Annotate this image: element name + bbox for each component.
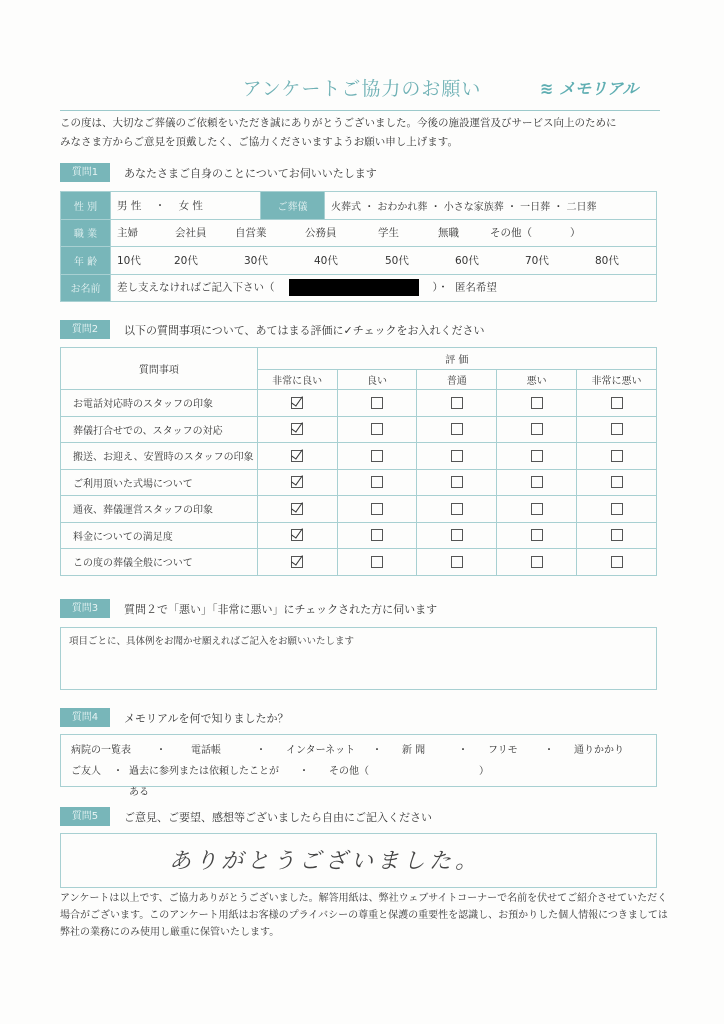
question-item: 搬送、お迎え、安置時のスタッフの印象	[61, 443, 258, 470]
rating-header: 評 価	[257, 348, 656, 370]
rating-checkbox[interactable]	[371, 476, 383, 488]
table-row	[61, 390, 657, 417]
rating-checkbox[interactable]	[371, 397, 383, 409]
page-title: アンケートご協力のお願い	[242, 78, 482, 100]
rating-col-header: 普通	[417, 370, 497, 390]
q1-label: 質問1	[60, 163, 110, 182]
funeral-type-label: ご葬儀	[261, 192, 325, 220]
age-options[interactable]: 10代 20代 30代 40代 50代 60代 70代 80代	[111, 247, 657, 275]
rating-checkbox[interactable]	[451, 529, 463, 541]
rating-checkbox[interactable]	[371, 423, 383, 435]
q3-hint: 項目ごとに、具体例をお聞かせ願えればご記入をお願いいたします	[69, 636, 355, 647]
rating-checkbox[interactable]	[451, 503, 463, 515]
rating-col-header: 良い	[337, 370, 417, 390]
rating-checkbox[interactable]	[451, 397, 463, 409]
age-label: 年 齢	[61, 247, 111, 275]
table-row	[61, 496, 657, 523]
rating-checkbox[interactable]	[611, 397, 623, 409]
gender-label: 性 別	[61, 192, 111, 220]
q5-label: 質問5	[60, 807, 110, 826]
rating-checkbox[interactable]	[291, 556, 303, 568]
q5-answer-box[interactable]	[60, 833, 657, 888]
q3-text: 質問２で「悪い」「非常に悪い」にチェックされた方に伺います	[124, 603, 438, 616]
question-item: 葬儀打合せでの、スタッフの対応	[61, 416, 258, 443]
redacted-name	[289, 279, 419, 296]
rating-checkbox[interactable]	[371, 529, 383, 541]
q3-answer-box[interactable]	[60, 627, 657, 690]
rating-checkbox[interactable]	[291, 529, 303, 541]
q1-text: あなたさまご自身のことについてお伺いいたします	[124, 167, 377, 180]
rating-checkbox[interactable]	[451, 556, 463, 568]
rating-checkbox[interactable]	[531, 476, 543, 488]
table-row	[61, 469, 657, 496]
rating-checkbox[interactable]	[531, 423, 543, 435]
rating-checkbox[interactable]	[531, 529, 543, 541]
table-row	[61, 522, 657, 549]
table-row	[61, 416, 657, 443]
footer-note: アンケートは以上です、ご協力ありがとうございました。解答用紙は、弊社ウェブサイトコーナーで名前を伏せてご紹介させていただく場合がございます。このアンケート用紙はお客様のプライバシーの尊重と保護の重要性を認識し、お預かりした個人情報につきましては弊社の業務にのみ使用し厳重に保管いたします。	[60, 893, 668, 938]
rating-checkbox[interactable]	[611, 529, 623, 541]
rating-checkbox[interactable]	[291, 423, 303, 435]
gender-options[interactable]: 男 性 ・ 女 性	[111, 192, 261, 220]
question-item: お電話対応時のスタッフの印象	[61, 390, 258, 417]
rating-checkbox[interactable]	[611, 476, 623, 488]
name-label: お名前	[61, 274, 111, 302]
item-header: 質問事項	[61, 348, 258, 390]
rating-checkbox[interactable]	[611, 423, 623, 435]
rating-checkbox[interactable]	[371, 450, 383, 462]
table-row	[61, 549, 657, 576]
rating-checkbox[interactable]	[291, 397, 303, 409]
rating-checkbox[interactable]	[291, 503, 303, 515]
table-row	[61, 443, 657, 470]
rating-checkbox[interactable]	[371, 556, 383, 568]
rating-checkbox[interactable]	[531, 397, 543, 409]
question-item: この度の葬儀全般について	[61, 549, 258, 576]
question-item: ご利用頂いた式場について	[61, 469, 258, 496]
rating-checkbox[interactable]	[451, 423, 463, 435]
q2-label: 質問2	[60, 320, 110, 339]
intro-text: この度は、大切なご葬儀のご依頼をいただき誠にありがとうございました。今後の施設運営及びサービス向上のために みなさま方からご意見を頂戴したく、ご協力くださいますようお願い申し上げます。	[60, 117, 617, 148]
rating-checkbox[interactable]	[451, 476, 463, 488]
rating-checkbox[interactable]	[451, 450, 463, 462]
company-logo: ≋ メモリアル	[540, 79, 639, 98]
divider	[60, 110, 660, 111]
q3-label: 質問3	[60, 599, 110, 618]
question-item: 料金についての満足度	[61, 522, 258, 549]
rating-checkbox[interactable]	[611, 450, 623, 462]
job-label: 職 業	[61, 219, 111, 247]
rating-checkbox[interactable]	[611, 503, 623, 515]
rating-col-header: 悪い	[497, 370, 577, 390]
q1-table	[60, 191, 657, 302]
job-options[interactable]: 主婦 会社員 自営業 公務員 学生 無職 その他（ ）	[111, 219, 657, 247]
q4-text: メモリアルを何で知りましたか？	[124, 712, 289, 725]
rating-checkbox[interactable]	[531, 450, 543, 462]
handwritten-answer: ありがとうございました。	[169, 849, 482, 874]
rating-checkbox[interactable]	[291, 450, 303, 462]
rating-checkbox[interactable]	[371, 503, 383, 515]
rating-checkbox[interactable]	[531, 556, 543, 568]
question-item: 通夜、葬儀運営スタッフの印象	[61, 496, 258, 523]
q4-options[interactable]: 病院の一覧表 ・ 電話帳 ・ インターネット ・ 新 聞 ・ フリモ ・ 通りかかり ご友人 ・ 過去に参列または依頼したことがある ・ その他（ ）	[60, 734, 657, 787]
rating-checkbox[interactable]	[611, 556, 623, 568]
q4-label: 質問4	[60, 708, 110, 727]
q5-text: ご意見、ご要望、感想等ございましたら自由にご記入ください	[124, 811, 432, 824]
rating-checkbox[interactable]	[531, 503, 543, 515]
q2-text: 以下の質問事項について、あてはまる評価に✓チェックをお入れください	[124, 324, 485, 337]
funeral-type-options[interactable]: 火葬式 ・ おわかれ葬 ・ 小さな家族葬 ・ 一日葬 ・ 二日葬	[325, 192, 657, 220]
rating-col-header: 非常に良い	[257, 370, 337, 390]
rating-checkbox[interactable]	[291, 476, 303, 488]
rating-table	[60, 347, 657, 576]
name-field[interactable]: 差し支えなければご記入下さい（ ）・ 匿名希望	[111, 274, 657, 302]
rating-col-header: 非常に悪い	[577, 370, 657, 390]
